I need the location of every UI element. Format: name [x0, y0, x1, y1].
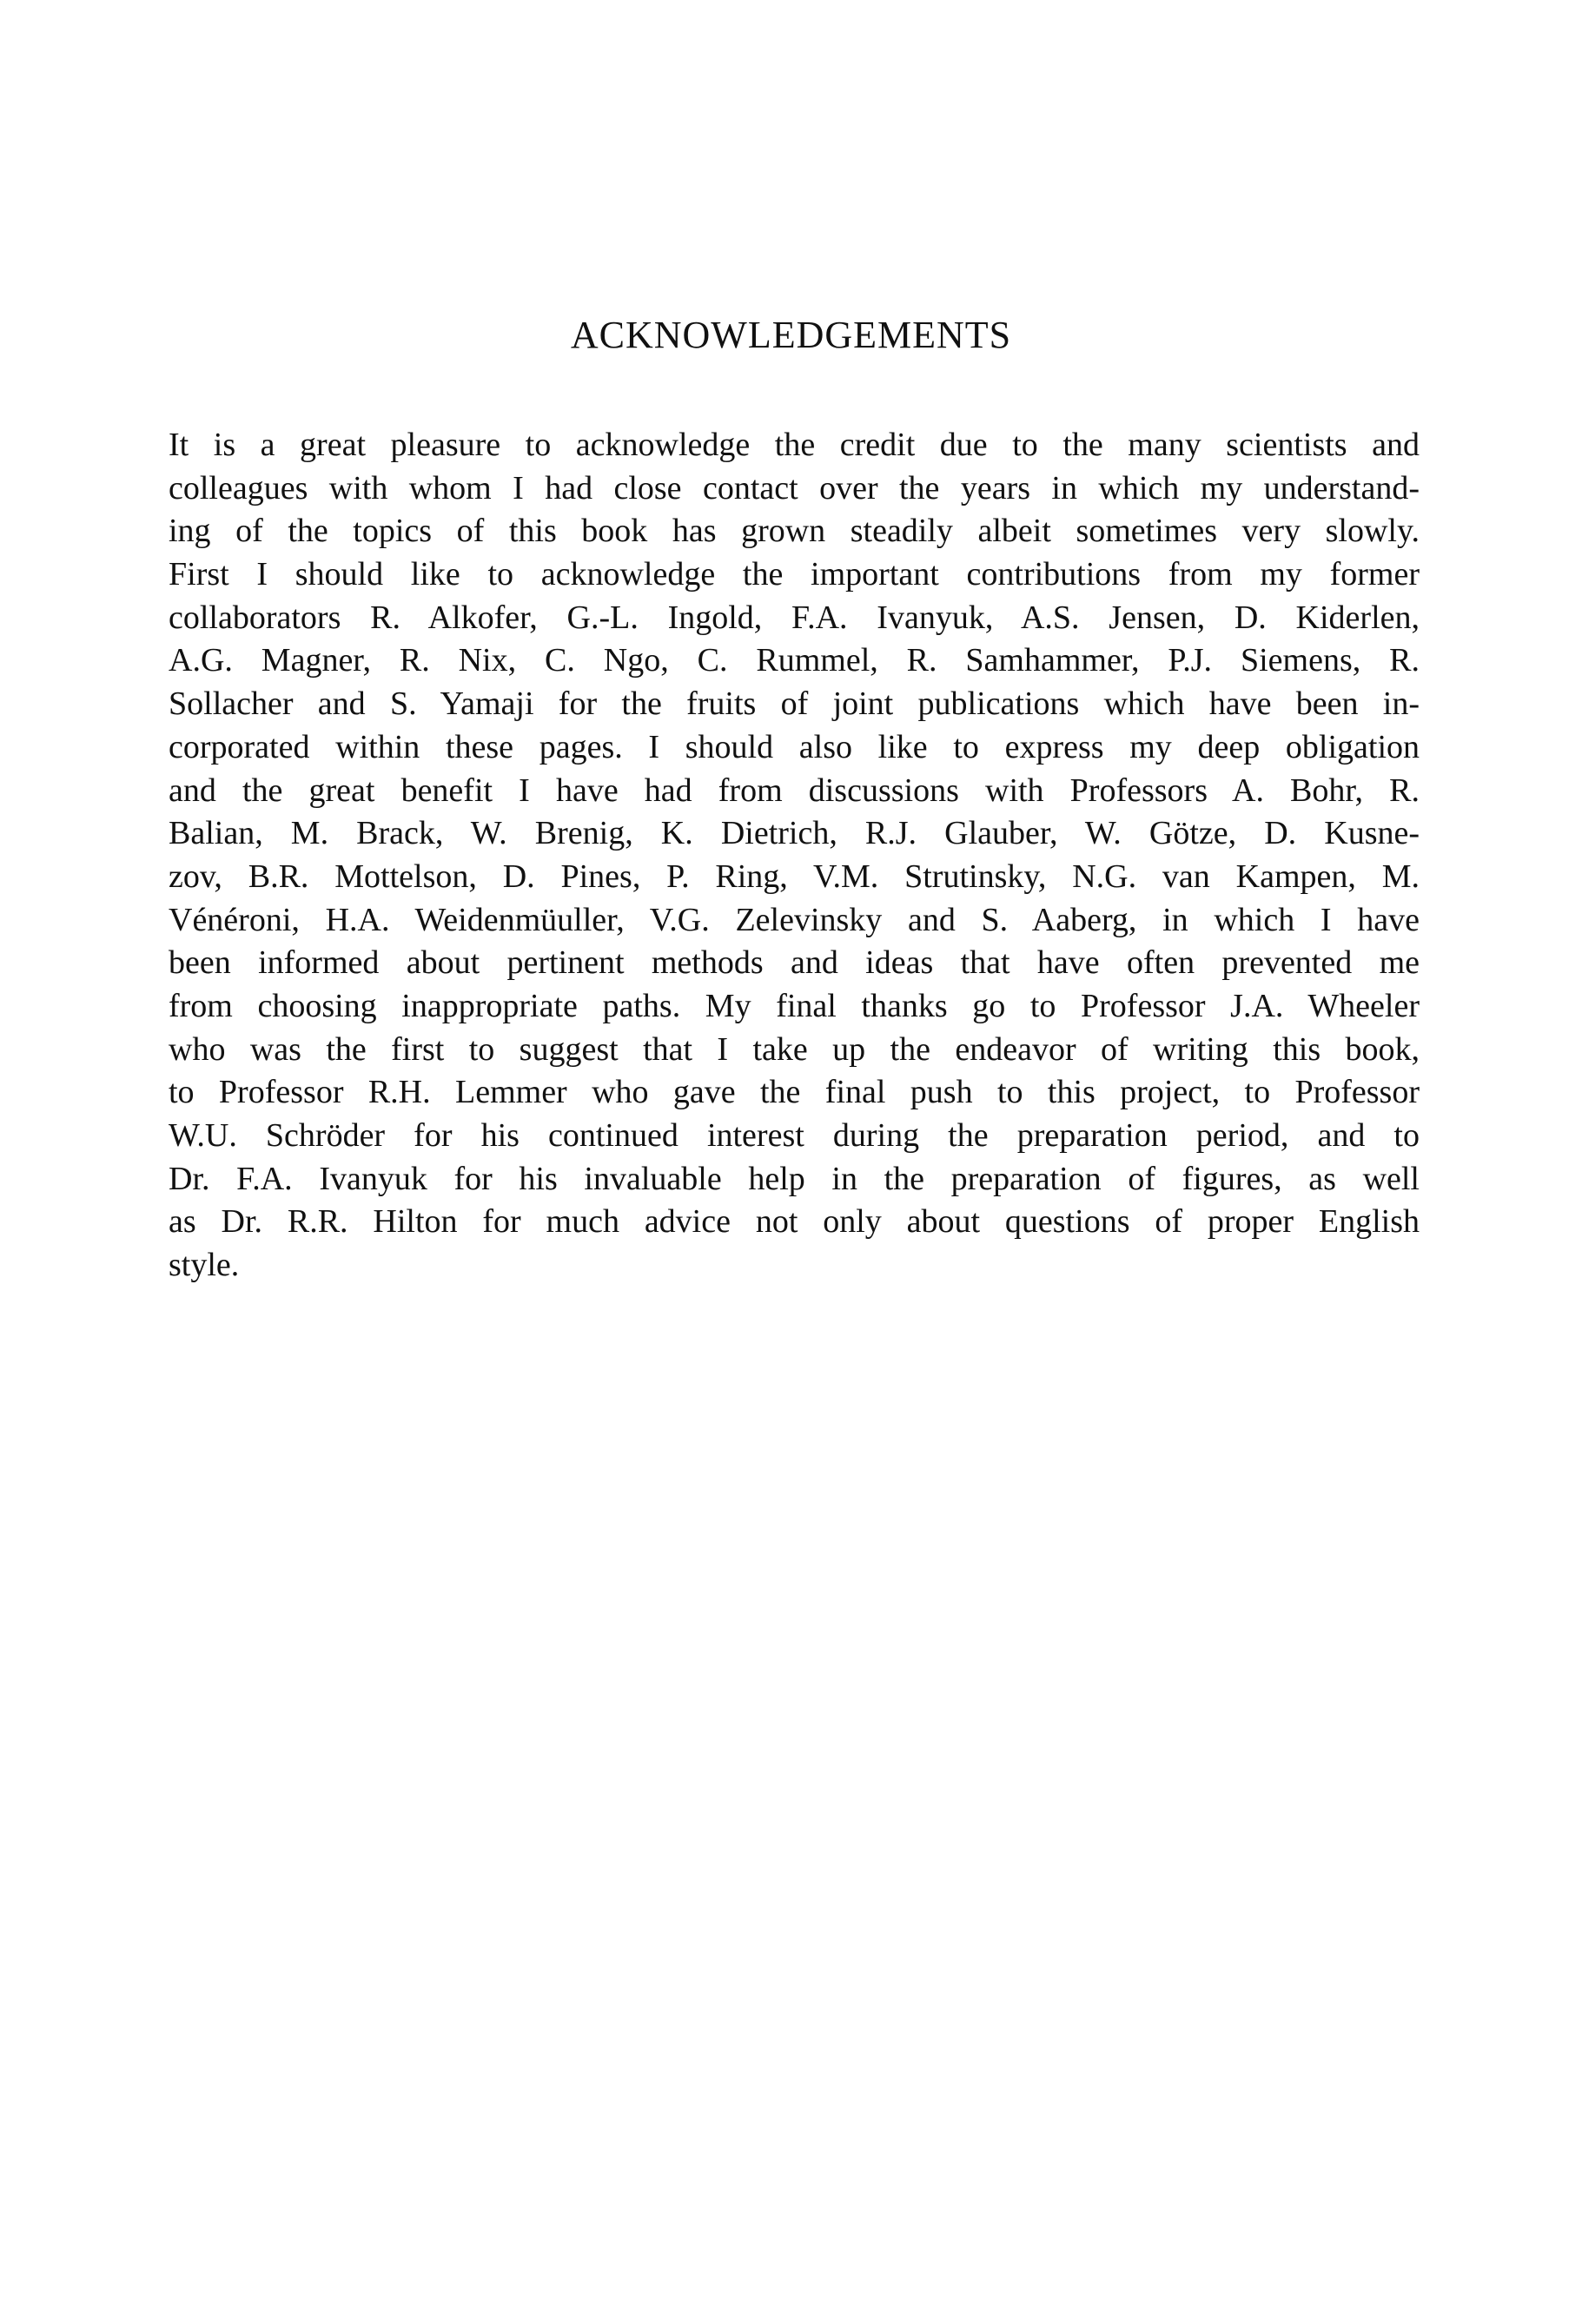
- paragraph-line: W.U. Schröder for his continued interest during the preparation period, and to: [169, 1117, 1420, 1154]
- paragraph-line: corporated within these pages. I should also like to express my deep obligation: [169, 728, 1420, 765]
- paragraph-line: Dr. F.A. Ivanyuk for his invaluable help in the preparation of figures, as well: [169, 1160, 1420, 1197]
- paragraph-line: been informed about pertinent methods and ideas that have often prevented me: [169, 944, 1420, 982]
- paragraph-line: A.G. Magner, R. Nix, C. Ngo, C. Rummel, R. Samhammer, P.J. Siemens, R.: [169, 642, 1420, 679]
- paragraph-line: ing of the topics of this book has grown steadily albeit sometimes very slowly.: [169, 513, 1420, 550]
- paragraph-line: who was the first to suggest that I take up the endeavor of writing this book,: [169, 1030, 1420, 1068]
- paragraph-line: style.: [169, 1247, 240, 1284]
- paragraph-line: It is a great pleasure to acknowledge the credit due to the many scientists and: [169, 427, 1420, 463]
- paragraph-line: Vénéroni, H.A. Weidenmüuller, V.G. Zelevinsky and S. Aaberg, in which I have: [169, 901, 1420, 938]
- paragraph-line: colleagues with whom I had close contact over the years in which my understand-: [169, 469, 1420, 507]
- paragraph-line: from choosing inappropriate paths. My final thanks go to Professor J.A. Wheeler: [169, 987, 1420, 1024]
- page-title: ACKNOWLEDGEMENTS: [570, 314, 1012, 356]
- paragraph-line: and the great benefit I have had from discussions with Professors A. Bohr, R.: [169, 771, 1420, 809]
- paragraph-line: to Professor R.H. Lemmer who gave the final push to this project, to Professor: [169, 1074, 1420, 1111]
- acknowledgements-paragraph: [169, 424, 1420, 1288]
- paragraph-line: zov, B.R. Mottelson, D. Pines, P. Ring, V.M. Strutinsky, N.G. van Kampen, M.: [169, 857, 1420, 895]
- paragraph-line: Balian, M. Brack, W. Brenig, K. Dietrich, R.J. Glauber, W. Götze, D. Kusne-: [169, 815, 1420, 852]
- paragraph-line: First I should like to acknowledge the important contributions from my former: [169, 556, 1420, 593]
- paragraph-line: Sollacher and S. Yamaji for the fruits of joint publications which have been in-: [169, 685, 1420, 723]
- paragraph-line: collaborators R. Alkofer, G.-L. Ingold, F.A. Ivanyuk, A.S. Jensen, D. Kiderlen,: [169, 599, 1420, 636]
- paragraph-line: as Dr. R.R. Hilton for much advice not only about questions of proper English: [169, 1203, 1420, 1241]
